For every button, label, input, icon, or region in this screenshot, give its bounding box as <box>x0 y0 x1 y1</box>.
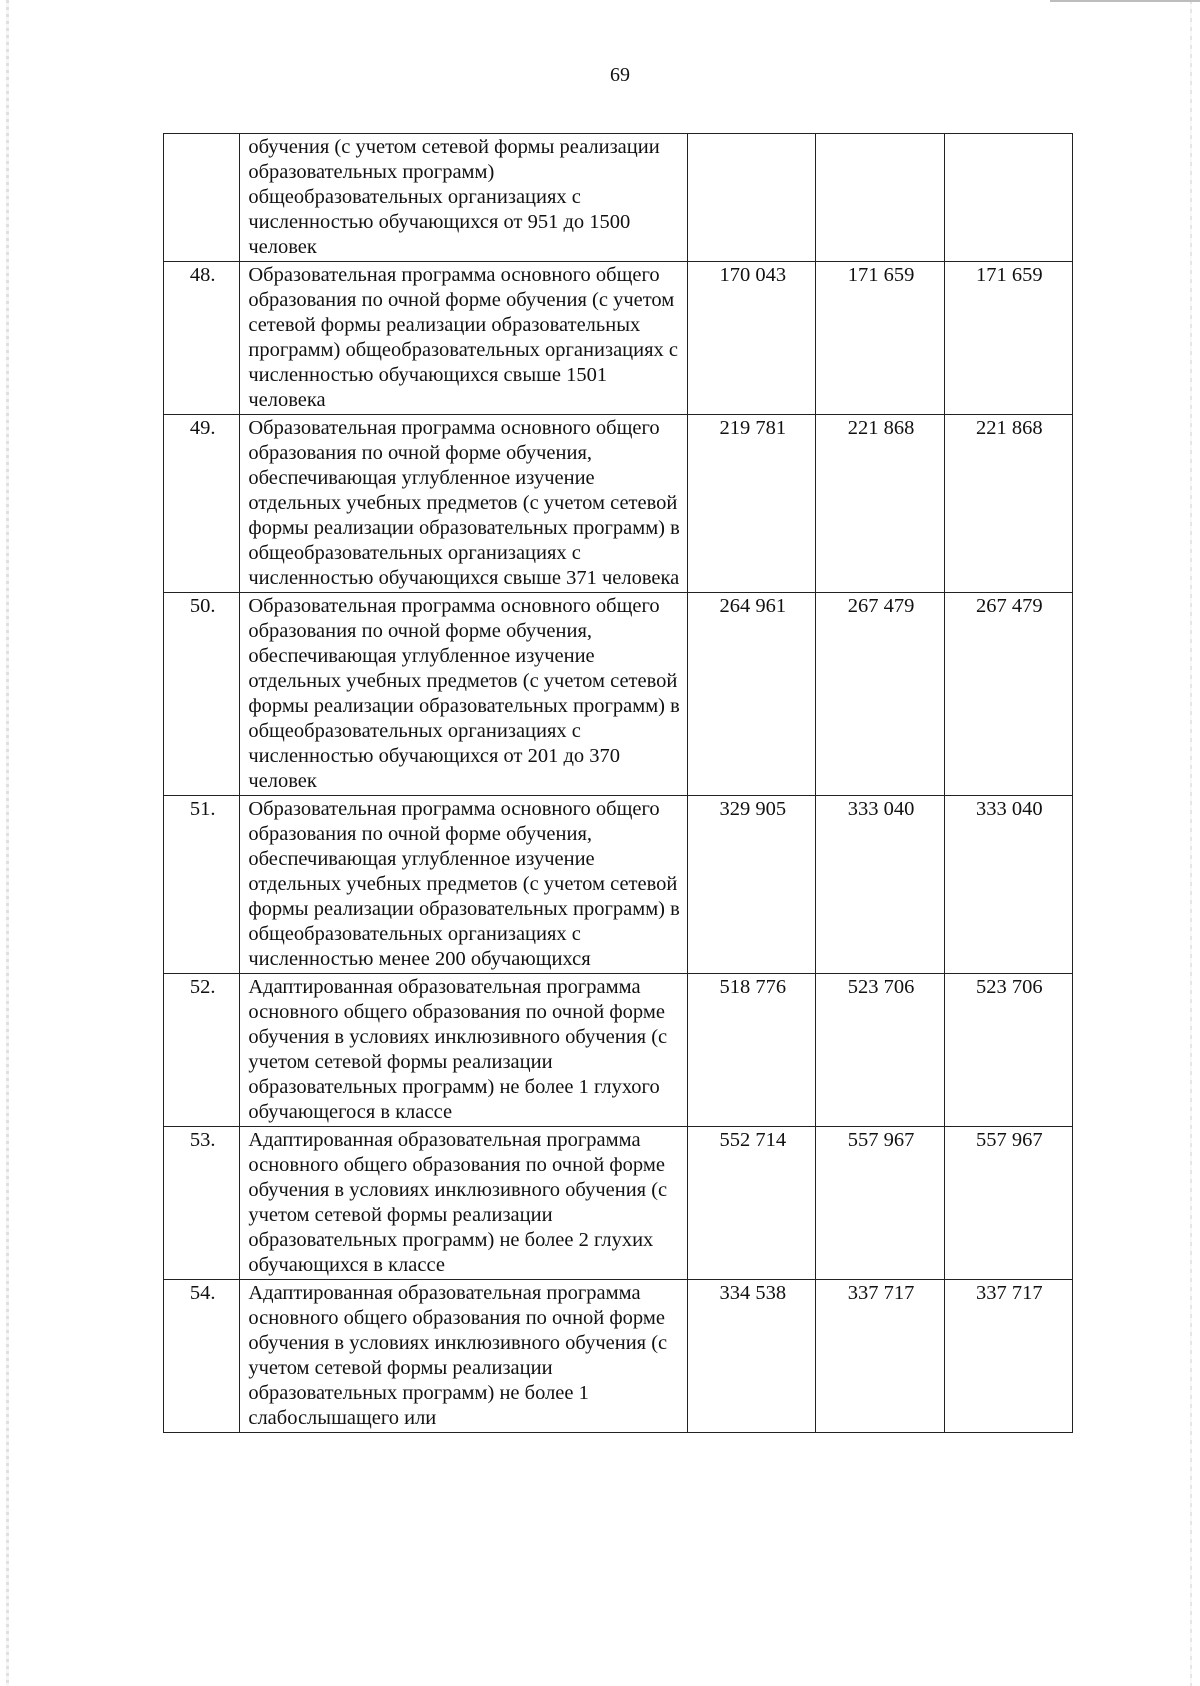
table-row <box>164 1127 1073 1280</box>
row-value-2: 221 868 <box>816 415 944 593</box>
row-value-1 <box>688 134 816 262</box>
row-value-2: 171 659 <box>816 262 944 415</box>
row-value-2: 523 706 <box>816 974 944 1127</box>
scan-top-line <box>1050 0 1200 2</box>
table-row <box>164 796 1073 974</box>
table-row <box>164 415 1073 593</box>
page-number: 69 <box>610 64 630 86</box>
row-number: 51. <box>164 796 240 974</box>
row-value-1: 170 043 <box>688 262 816 415</box>
row-number: 49. <box>164 415 240 593</box>
row-value-1: 334 538 <box>688 1280 816 1433</box>
row-value-2: 557 967 <box>816 1127 944 1280</box>
row-description: Образовательная программа основного общего образования по очной форме обучения (с учетом сетевой формы реализации образовательных программ) общеобразовательных организациях с численностью обучающихся свыше 1501 человека <box>240 262 688 415</box>
row-value-3: 171 659 <box>944 262 1072 415</box>
row-value-1: 264 961 <box>688 593 816 796</box>
row-description: обучения (с учетом сетевой формы реализации образовательных программ) общеобразовательных организациях с численностью обучающихся от 951 до 1500 человек <box>240 134 688 262</box>
row-value-3: 333 040 <box>944 796 1072 974</box>
row-description: Адаптированная образовательная программа основного общего образования по очной форме обучения в условиях инклюзивного обучения (с учетом сетевой формы реализации образовательных программ) не более 2 глухих обучающихся в классе <box>240 1127 688 1280</box>
row-number <box>164 134 240 262</box>
row-value-2: 267 479 <box>816 593 944 796</box>
table-row <box>164 134 1073 262</box>
row-number: 50. <box>164 593 240 796</box>
row-value-1: 329 905 <box>688 796 816 974</box>
row-description: Образовательная программа основного общего образования по очной форме обучения, обеспечивающая углубленное изучение отдельных учебных предметов (с учетом сетевой формы реализации образовательных программ) в общеобразовательных организациях с численностью менее 200 обучающихся <box>240 796 688 974</box>
row-value-1: 518 776 <box>688 974 816 1127</box>
row-number: 52. <box>164 974 240 1127</box>
row-number: 54. <box>164 1280 240 1433</box>
table-row <box>164 593 1073 796</box>
row-value-3 <box>944 134 1072 262</box>
row-description: Образовательная программа основного общего образования по очной форме обучения, обеспечивающая углубленное изучение отдельных учебных предметов (с учетом сетевой формы реализации образовательных программ) в общеобразовательных организациях с численностью обучающихся свыше 371 человека <box>240 415 688 593</box>
row-description: Адаптированная образовательная программа основного общего образования по очной форме обучения в условиях инклюзивного обучения (с учетом сетевой формы реализации образовательных программ) не более 1 слабослышащего или <box>240 1280 688 1433</box>
row-value-3: 557 967 <box>944 1127 1072 1280</box>
row-value-1: 552 714 <box>688 1127 816 1280</box>
table-row <box>164 1280 1073 1433</box>
scan-edge-right <box>1190 0 1192 1686</box>
tariff-table <box>163 133 1073 1433</box>
row-description: Образовательная программа основного общего образования по очной форме обучения, обеспечивающая углубленное изучение отдельных учебных предметов (с учетом сетевой формы реализации образовательных программ) в общеобразовательных организациях с численностью обучающихся от 201 до 370 человек <box>240 593 688 796</box>
row-value-3: 267 479 <box>944 593 1072 796</box>
row-value-3: 523 706 <box>944 974 1072 1127</box>
table-row <box>164 262 1073 415</box>
row-value-3: 221 868 <box>944 415 1072 593</box>
table-row <box>164 974 1073 1127</box>
row-number: 53. <box>164 1127 240 1280</box>
row-value-3: 337 717 <box>944 1280 1072 1433</box>
row-description: Адаптированная образовательная программа основного общего образования по очной форме обучения в условиях инклюзивного обучения (с учетом сетевой формы реализации образовательных программ) не более 1 глухого обучающегося в классе <box>240 974 688 1127</box>
scan-edge-left <box>6 0 9 1686</box>
row-number: 48. <box>164 262 240 415</box>
row-value-2: 333 040 <box>816 796 944 974</box>
row-value-1: 219 781 <box>688 415 816 593</box>
row-value-2: 337 717 <box>816 1280 944 1433</box>
row-value-2 <box>816 134 944 262</box>
